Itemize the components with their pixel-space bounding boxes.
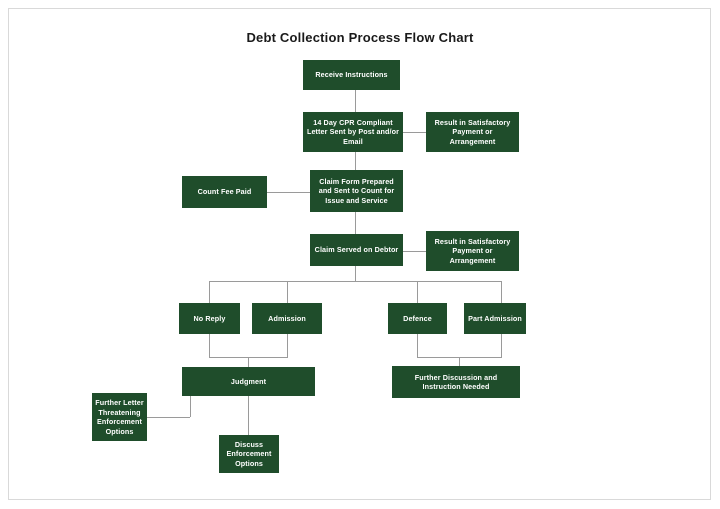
node-judgment[interactable]	[182, 367, 315, 396]
connector-noreply-down	[209, 334, 210, 357]
connector-partadmission-down	[501, 334, 502, 357]
node-label: Result in Satisfactory Payment or Arrangement	[434, 117, 511, 146]
connector-cpr-to-result1	[403, 132, 426, 133]
connector-bus-to-admission	[287, 281, 288, 303]
connector-bus-to-noreply	[209, 281, 210, 303]
node-label: Defence	[403, 313, 432, 323]
connector-countfee-to-claimform	[267, 192, 310, 193]
node-label: No Reply	[193, 313, 226, 323]
node-admission[interactable]	[252, 303, 322, 334]
connector-claimform-to-served	[355, 212, 356, 234]
node-claim-form-prepared[interactable]	[310, 170, 403, 212]
node-label: Receive Instructions	[315, 70, 388, 80]
connector-defence-down	[417, 334, 418, 357]
node-label: Discuss Enforcement Options	[226, 439, 272, 468]
connector-admission-down	[287, 334, 288, 357]
connector-judgment-to-furtherletter	[147, 417, 190, 418]
connector-served-to-bus	[355, 266, 356, 281]
node-result-satisfactory-2[interactable]	[426, 231, 519, 271]
connector-bus-horizontal	[209, 281, 502, 282]
node-further-letter[interactable]	[92, 393, 147, 441]
node-no-reply[interactable]	[179, 303, 240, 334]
node-claim-served[interactable]	[310, 234, 403, 266]
page-title: Debt Collection Process Flow Chart	[246, 30, 474, 45]
connector-judgment-to-discuss	[248, 396, 249, 435]
node-defence[interactable]	[388, 303, 447, 334]
node-label: Further Discussion and Instruction Needed	[414, 372, 498, 391]
node-result-satisfactory-1[interactable]	[426, 112, 519, 152]
connector-merge-to-discussion	[459, 357, 460, 366]
node-label: Further Letter Threatening Enforcement Options	[95, 398, 144, 436]
connector-judgment-left-drop	[190, 396, 191, 417]
node-label: Claim Form Prepared and Sent to Count for Issue and Service	[318, 176, 395, 205]
connector-cpr-to-claimform	[355, 152, 356, 170]
node-label: Claim Served on Debtor	[314, 245, 399, 255]
node-label: Part Admission	[468, 313, 522, 323]
node-count-fee-paid[interactable]	[182, 176, 267, 208]
connector-served-to-result2	[403, 251, 426, 252]
node-further-discussion[interactable]	[392, 366, 520, 398]
node-receive-instructions[interactable]	[303, 60, 400, 90]
node-cpr-letter[interactable]	[303, 112, 403, 152]
node-label: 14 Day CPR Compliant Letter Sent by Post and/or Email	[306, 117, 400, 146]
connector-receive-to-cpr	[355, 90, 356, 112]
node-label: Admission	[268, 313, 306, 323]
connector-bus-to-defence	[417, 281, 418, 303]
connector-bus-to-partadmission	[501, 281, 502, 303]
node-part-admission[interactable]	[464, 303, 526, 334]
node-label: Judgment	[230, 376, 267, 386]
connector-merge-to-judgment	[248, 357, 249, 367]
node-label: Count Fee Paid	[197, 187, 252, 197]
node-label: Result in Satisfactory Payment or Arrangement	[434, 236, 511, 265]
node-discuss-enforcement[interactable]	[219, 435, 279, 473]
